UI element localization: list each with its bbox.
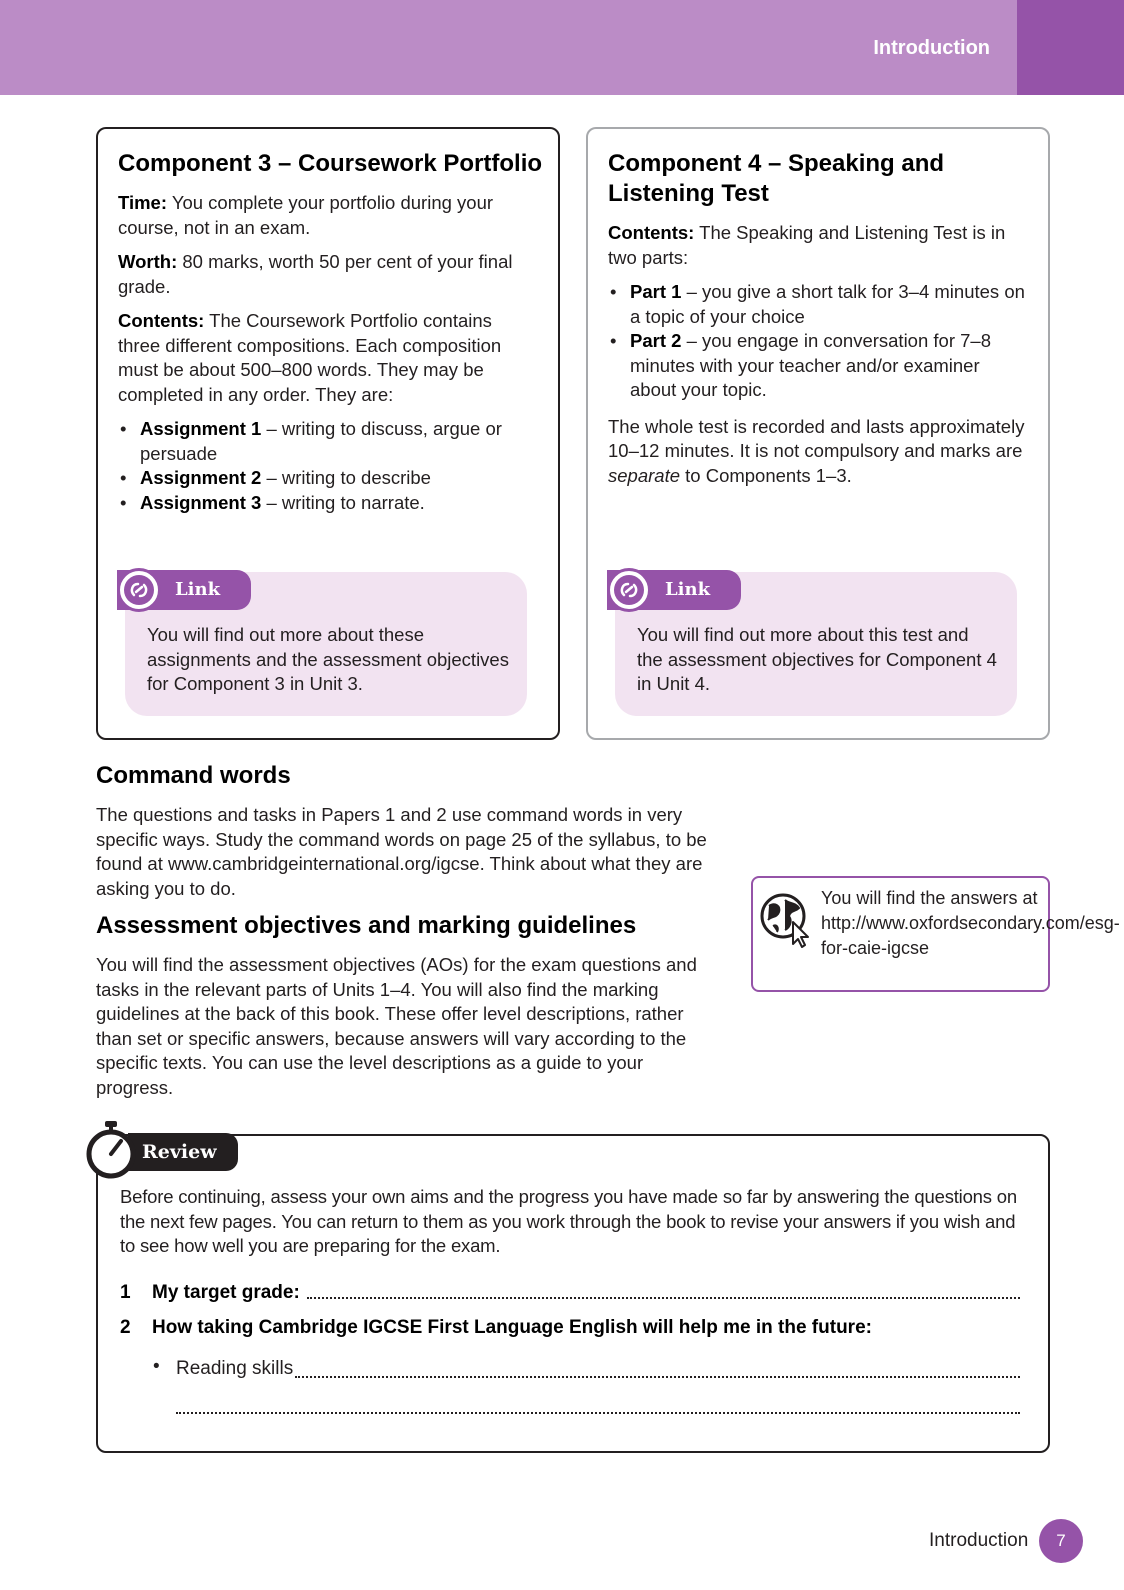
assessment-heading: Assessment objectives and marking guidelines [96,912,637,939]
command-words-heading: Command words [96,762,291,789]
stopwatch-icon [84,1119,138,1179]
question-1-number: 1 [120,1282,131,1303]
component-4-contents: Contents: The Speaking and Listening Test is in two parts: [608,222,1006,268]
component-4-note: The whole test is recorded and lasts approximately 10–12 minutes. It is not compulsory and marks are separate to Components 1–3. [608,415,1025,486]
question-1-text: My target grade: [152,1282,300,1303]
globe-cursor-icon [759,892,815,948]
answer-line-target-grade[interactable] [307,1297,1020,1299]
footer-section-label: Introduction [929,1530,1029,1551]
link-icon [117,568,161,612]
answer-line-reading-skills-2[interactable] [176,1412,1020,1414]
component-4-link-text: You will find out more about this test and the assessment objectives for Component 4 in Unit 4. [637,624,997,694]
answers-text: You will find the answers at http://www.oxfordsecondary.com/esg-for-caie-igcse [821,888,1120,958]
assignment-list [118,417,538,515]
section-title: Introduction [873,37,990,59]
assessment-text: You will find the assessment objectives (AOs) for the exam questions and tasks in the relevant parts of Units 1–4. You will also find the marking guidelines at the back of this book. These offer level descriptions, rather than set or specific answers, because answers will vary according to the specific texts. You can use the level descriptions as a guide to your progress. [96,954,697,1098]
parts-list [608,280,1028,403]
component-3-worth: Worth: 80 marks, worth 50 per cent of your final grade. [118,251,513,297]
list-item: • Assignment 1 – writing to discuss, argue or persuade [118,417,538,466]
link-icon [607,568,651,612]
component-4-link-tab: Link [607,570,741,610]
bullet-marker: • [153,1356,160,1377]
component-3-link-text: You will find out more about these assignments and the assessment objectives for Component 3 in Unit 3. [147,624,509,694]
question-2-number: 2 [120,1317,131,1338]
list-item: • Part 2 – you engage in conversation for 7–8 minutes with your teacher and/or examiner about your topic. [608,329,1028,403]
list-item: • Assignment 3 – writing to narrate. [118,491,538,516]
header-tab [1017,0,1124,95]
list-item: • Assignment 2 – writing to describe [118,466,538,491]
answers-box [751,876,1120,992]
component-3-time: Time: You complete your portfolio during your course, not in an exam. [118,192,494,238]
header-band [0,0,1017,95]
answer-line-reading-skills[interactable] [295,1376,1020,1378]
page-number: 7 [1039,1519,1083,1563]
reading-skills-label: Reading skills [176,1358,294,1379]
command-words-text: The questions and tasks in Papers 1 and 2 use command words in very specific ways. Study the command words on page 25 of the syllabus, to be found at www.cambridgeinternational.org/igcse. Think about what they are asking you to do. [96,804,707,899]
component-3-title: Component 3 – Coursework Portfolio [118,150,543,177]
review-tab: Review [128,1133,238,1171]
review-text: Before continuing, assess your own aims and the progress you have made so far by answering the questions on the next few pages. You can return to them as you work through the book to revise your answers if you wish and to see how well you are preparing for the exam. [120,1186,1017,1256]
question-2-text: How taking Cambridge IGCSE First Language English will help me in the future: [152,1317,872,1338]
component-3-link-tab: Link [117,570,251,610]
component-3-contents: Contents: The Coursework Portfolio contains three different compositions. Each composition must be about 500–800 words. They may be completed in any order. They are: [118,310,502,405]
list-item: • Part 1 – you give a short talk for 3–4 minutes on a topic of your choice [608,280,1028,329]
component-4-title: Component 4 – Speaking and Listening Test [608,150,945,207]
